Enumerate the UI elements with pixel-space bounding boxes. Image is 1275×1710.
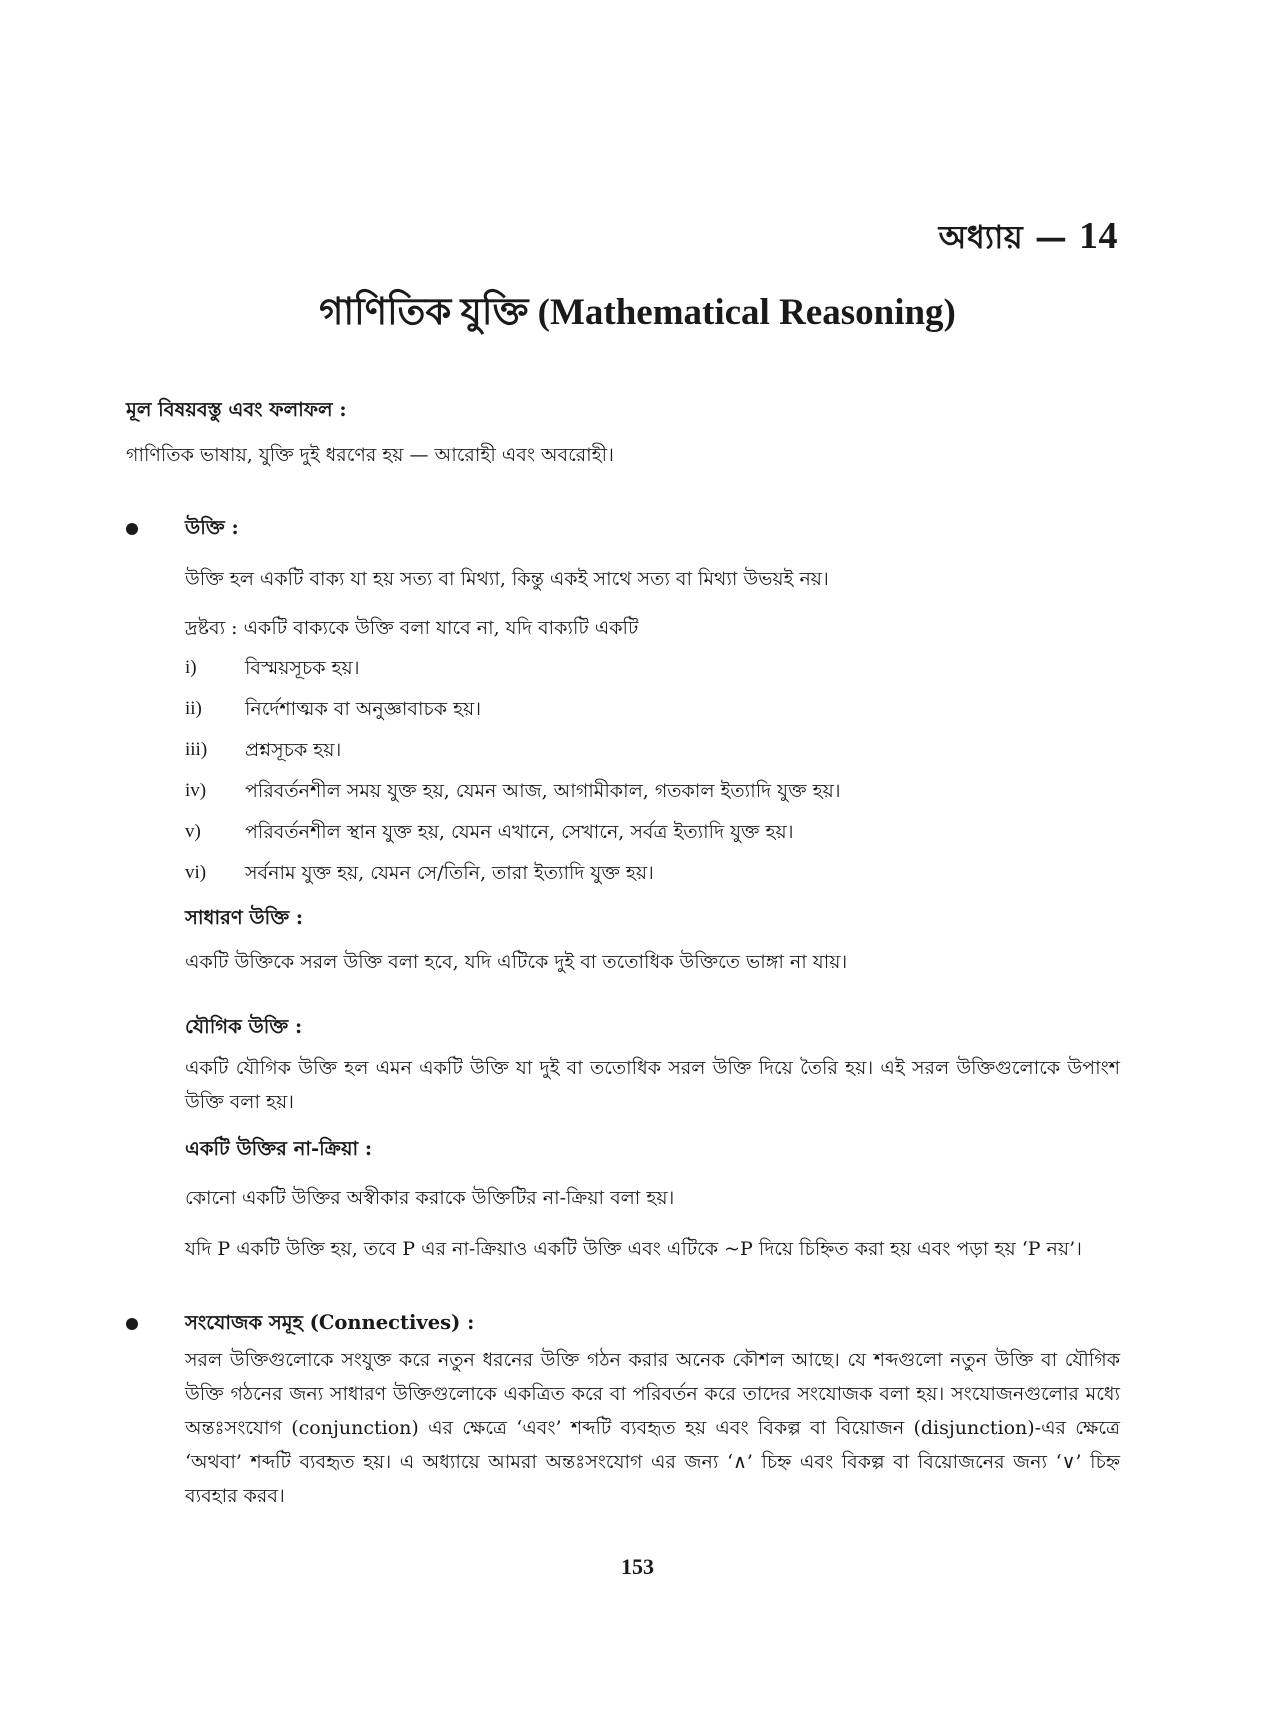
list-item-number: iv) [185, 780, 207, 801]
page-number: 153 [621, 1554, 654, 1579]
list-item-text: পরিবর্তনশীল স্থান যুক্ত হয়, যেমন এখানে, সেখানে, সর্বত্র ইত্যাদি যুক্ত হয়। [245, 821, 794, 843]
connectives-heading: সংযোজক সমূহ (Connectives) : [185, 1311, 475, 1334]
statement-definition: উক্তি হল একটি বাক্য যা হয় সত্য বা মিথ্যা, কিন্তু একই সাথে সত্য বা মিথ্যা উভয়ই নয়। [185, 568, 829, 590]
compound-statement-heading: যৌগিক উক্তি : [185, 1015, 303, 1038]
simple-statement-heading: সাধারণ উক্তি : [185, 906, 304, 929]
list-item-number: ii) [185, 698, 202, 719]
compound-statement-text: একটি যৌগিক উক্তি হল এমন একটি উক্তি যা দুই বা ততোধিক সরল উক্তি দিয়ে তৈরি হয়। এই সরল উক্তিগুলোকে উপাংশ উক্তি বলা হয়। [185, 1057, 1120, 1113]
negation-text-2: যদি P একটি উক্তি হয়, তবে P এর না-ক্রিয়াও একটি উক্তি এবং এটিকে ~P দিয়ে চিহ্নিত করা হয় এবং পড়া হয় ‘P নয়’। [185, 1238, 1082, 1260]
chapter-label [939, 212, 1118, 266]
simple-statement-text: একটি উক্তিকে সরল উক্তি বলা হবে, যদি এটিকে দুই বা ততোধিক উক্তিতে ভাঙ্গা না যায়। [185, 951, 848, 973]
list-item-number: i) [185, 657, 197, 678]
list-item-number: iii) [185, 739, 208, 760]
list-item-number: v) [185, 821, 201, 842]
chapter-word: অধ্যায় — [938, 218, 1079, 256]
statement-heading: উক্তি : [185, 516, 239, 539]
list-item-number: vi) [185, 862, 207, 883]
negation-text-1: কোনো একটি উক্তির অস্বীকার করাকে উক্তিটির না-ক্রিয়া বলা হয়। [185, 1187, 675, 1209]
intro-heading: মূল বিষয়বস্তু এবং ফলাফল : [126, 398, 347, 421]
bullet-icon [126, 1318, 138, 1330]
bullet-icon [126, 523, 138, 535]
chapter-title: গাণিতিক যুক্তি (Mathematical Reasoning) [319, 292, 956, 333]
statement-note: দ্রষ্টব্য : একটি বাক্যকে উক্তি বলা যাবে না, যদি বাক্যটি একটি [185, 617, 639, 639]
list-item-text: পরিবর্তনশীল সময় যুক্ত হয়, যেমন আজ, আগামীকাল, গতকাল ইত্যাদি যুক্ত হয়। [245, 780, 841, 802]
list-item-text: নির্দেশাত্মক বা অনুজ্ঞাবাচক হয়। [245, 698, 482, 720]
connectives-text: সরল উক্তিগুলোকে সংযুক্ত করে নতুন ধরনের উক্তি গঠন করার অনেক কৌশল আছে। যে শব্দগুলো নতুন উক্তি বা যৌগিক উক্তি গঠনের জন্য সাধারণ উক্তিগুলোকে একত্রিত করে বা পরিবর্তন করে তাদের সংযোজক বলা হয়। সংযোজনগুলোর মধ্যে অন্তঃসংযোগ (conjunction) এর ক্ষেত্রে ‘এবং’ শব্দটি ব্যবহৃত হয় এবং বিকল্প বা বিয়োজন (disjunction)-এর ক্ষেত্রে ‘অথবা’ শব্দটি ব্যবহৃত হয়। এ অধ্যায়ে আমরা অন্তঃসংযোগ এর জন্য ‘∧’ চিহ্ন এবং বিকল্প বা বিয়োজনের জন্য ‘∨’ চিহ্ন ব্যবহার করব। [185, 1349, 1120, 1507]
list-item-text: সর্বনাম যুক্ত হয়, যেমন সে/তিনি, তারা ইত্যাদি যুক্ত হয়। [245, 862, 654, 884]
chapter-number: 14 [1079, 215, 1118, 257]
negation-heading: একটি উক্তির না-ক্রিয়া : [185, 1137, 373, 1160]
list-item-text: বিস্ময়সূচক হয়। [245, 657, 360, 679]
intro-text: গাণিতিক ভাষায়, যুক্তি দুই ধরণের হয় — আরোহী এবং অবরোহী। [126, 444, 614, 466]
list-item-text: প্রশ্নসূচক হয়। [245, 739, 342, 761]
